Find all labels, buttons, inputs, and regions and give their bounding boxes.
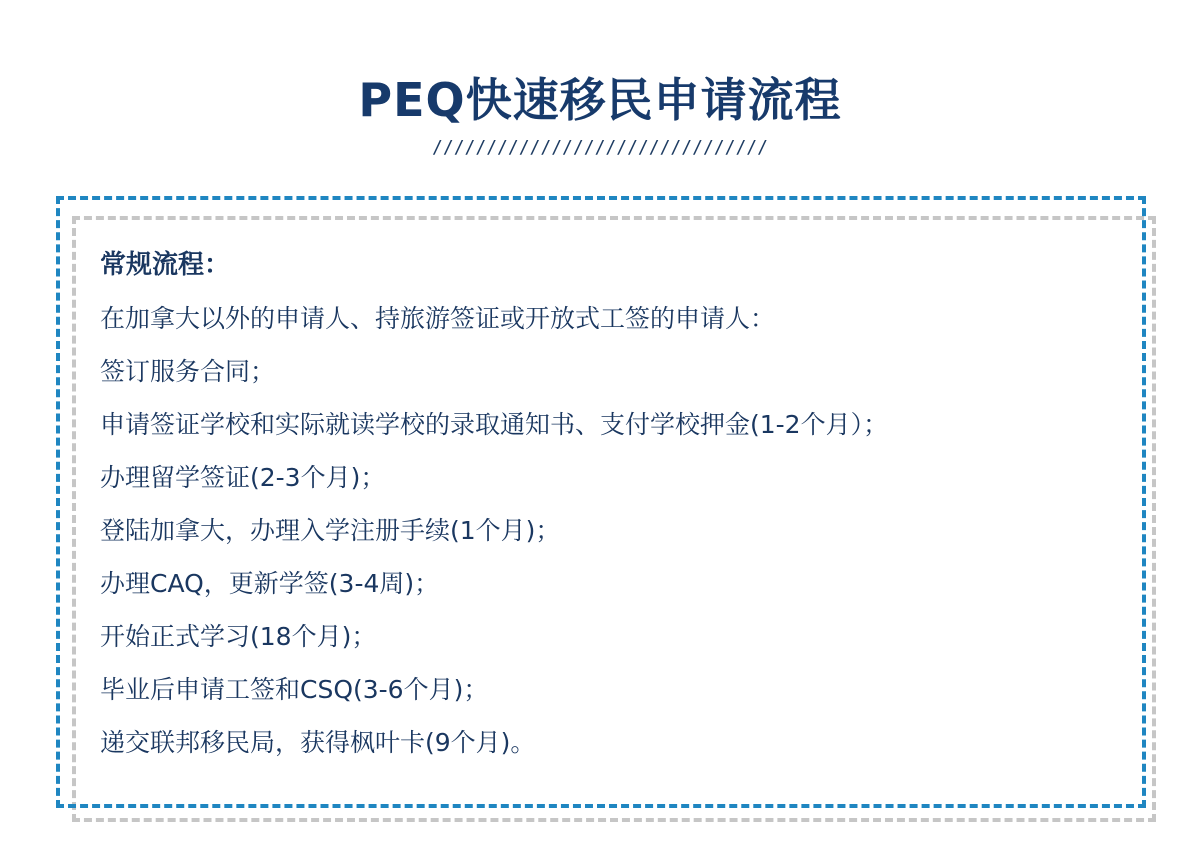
title-divider: ///////////////////////////////: [432, 137, 768, 158]
process-step-line: 办理CAQ，更新学签(3-4周)；: [100, 569, 440, 598]
process-step-line: 开始正式学习(18个月)；: [100, 622, 377, 651]
process-step-line: 在加拿大以外的申请人、持旅游签证或开放式工签的申请人：: [100, 304, 776, 333]
process-heading: 常规流程：: [100, 250, 231, 280]
process-content: [100, 238, 1120, 769]
page-title: PEQ快速移民申请流程: [358, 73, 842, 127]
process-step-line: 签订服务合同；: [100, 357, 276, 386]
process-step-line: 登陆加拿大，办理入学注册手续(1个月)；: [100, 516, 561, 545]
process-step-line: 申请签证学校和实际就读学校的录取通知书、支付学校押金(1-2个月）；: [100, 410, 889, 439]
process-step-line: 毕业后申请工签和CSQ(3-6个月)；: [100, 675, 489, 704]
process-step-line: 办理留学签证(2-3个月)；: [100, 463, 386, 492]
process-step-line: 递交联邦移民局，获得枫叶卡(9个月)。: [100, 728, 536, 757]
